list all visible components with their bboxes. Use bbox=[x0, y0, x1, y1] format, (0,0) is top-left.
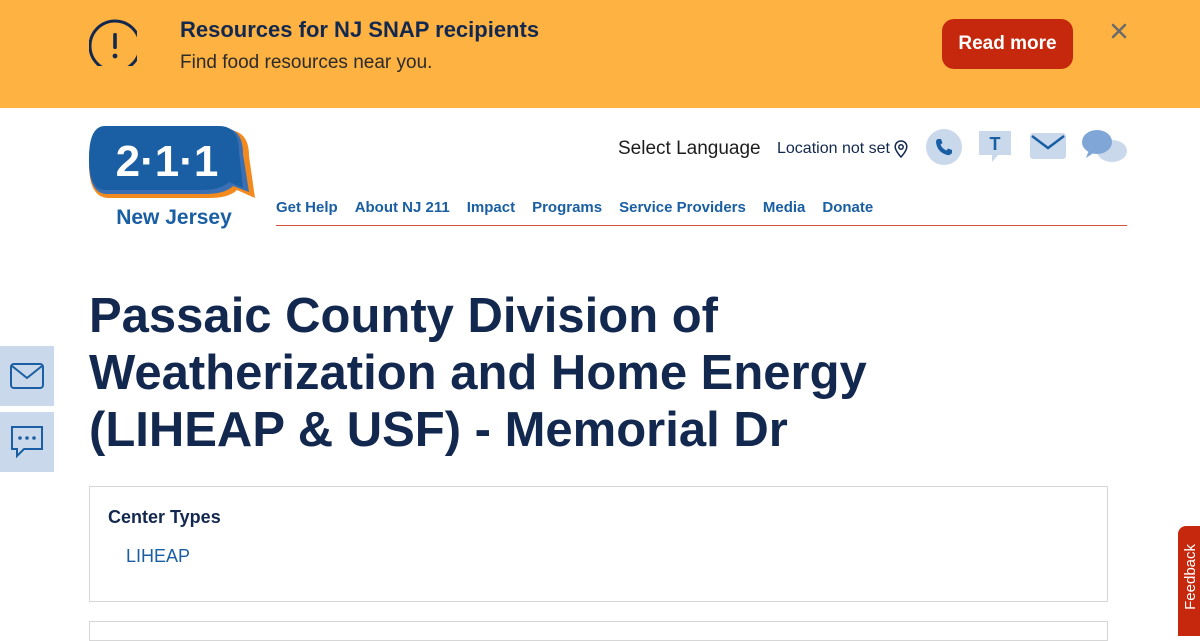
feedback-tab[interactable] bbox=[1178, 526, 1200, 636]
svg-text:T: T bbox=[989, 134, 1001, 154]
text-message-icon[interactable] bbox=[976, 128, 1014, 166]
banner-title: Resources for NJ SNAP recipients bbox=[180, 17, 540, 42]
select-language[interactable]: Select Language bbox=[618, 138, 761, 159]
nav-about[interactable]: About NJ 211 bbox=[354, 199, 450, 216]
feedback-label: Feedback bbox=[1182, 544, 1199, 610]
email-icon[interactable] bbox=[1029, 131, 1067, 161]
logo-state-label: New Jersey bbox=[116, 206, 232, 229]
nav-get-help[interactable]: Get Help bbox=[276, 199, 338, 216]
phone-icon[interactable] bbox=[925, 128, 963, 166]
location-selector[interactable] bbox=[777, 140, 908, 158]
nav-impact[interactable]: Impact bbox=[466, 199, 516, 216]
side-chat-tab[interactable] bbox=[0, 412, 54, 472]
side-email-tab[interactable] bbox=[0, 346, 54, 406]
nav-divider bbox=[276, 225, 1127, 226]
page-title: Passaic County Division of Weatherization and Home Energy (LIHEAP & USF) - Memorial Dr bbox=[89, 289, 867, 457]
chat-bubble-icon bbox=[9, 425, 45, 459]
logo-number: 2·1·1 bbox=[115, 137, 219, 186]
envelope-icon bbox=[9, 362, 45, 390]
alert-banner bbox=[0, 0, 1200, 108]
read-more-button[interactable]: Read more bbox=[942, 19, 1073, 69]
center-types-heading: Center Types bbox=[108, 507, 221, 527]
nav-donate[interactable]: Donate bbox=[822, 199, 874, 216]
next-card bbox=[89, 621, 1108, 641]
banner-text: Find food resources near you. bbox=[180, 52, 433, 73]
chat-icon[interactable] bbox=[1081, 128, 1129, 166]
center-types-card bbox=[89, 486, 1108, 602]
main-nav bbox=[276, 199, 890, 216]
center-type-liheap-link[interactable]: LIHEAP bbox=[126, 546, 191, 566]
map-pin-icon bbox=[894, 140, 908, 158]
close-icon[interactable] bbox=[1106, 18, 1132, 44]
nav-programs[interactable]: Programs bbox=[532, 199, 603, 216]
location-label: Location not set bbox=[777, 140, 890, 157]
exclamation-icon bbox=[89, 18, 137, 66]
nav-media[interactable]: Media bbox=[762, 199, 806, 216]
nav-service-providers[interactable]: Service Providers bbox=[619, 199, 746, 216]
